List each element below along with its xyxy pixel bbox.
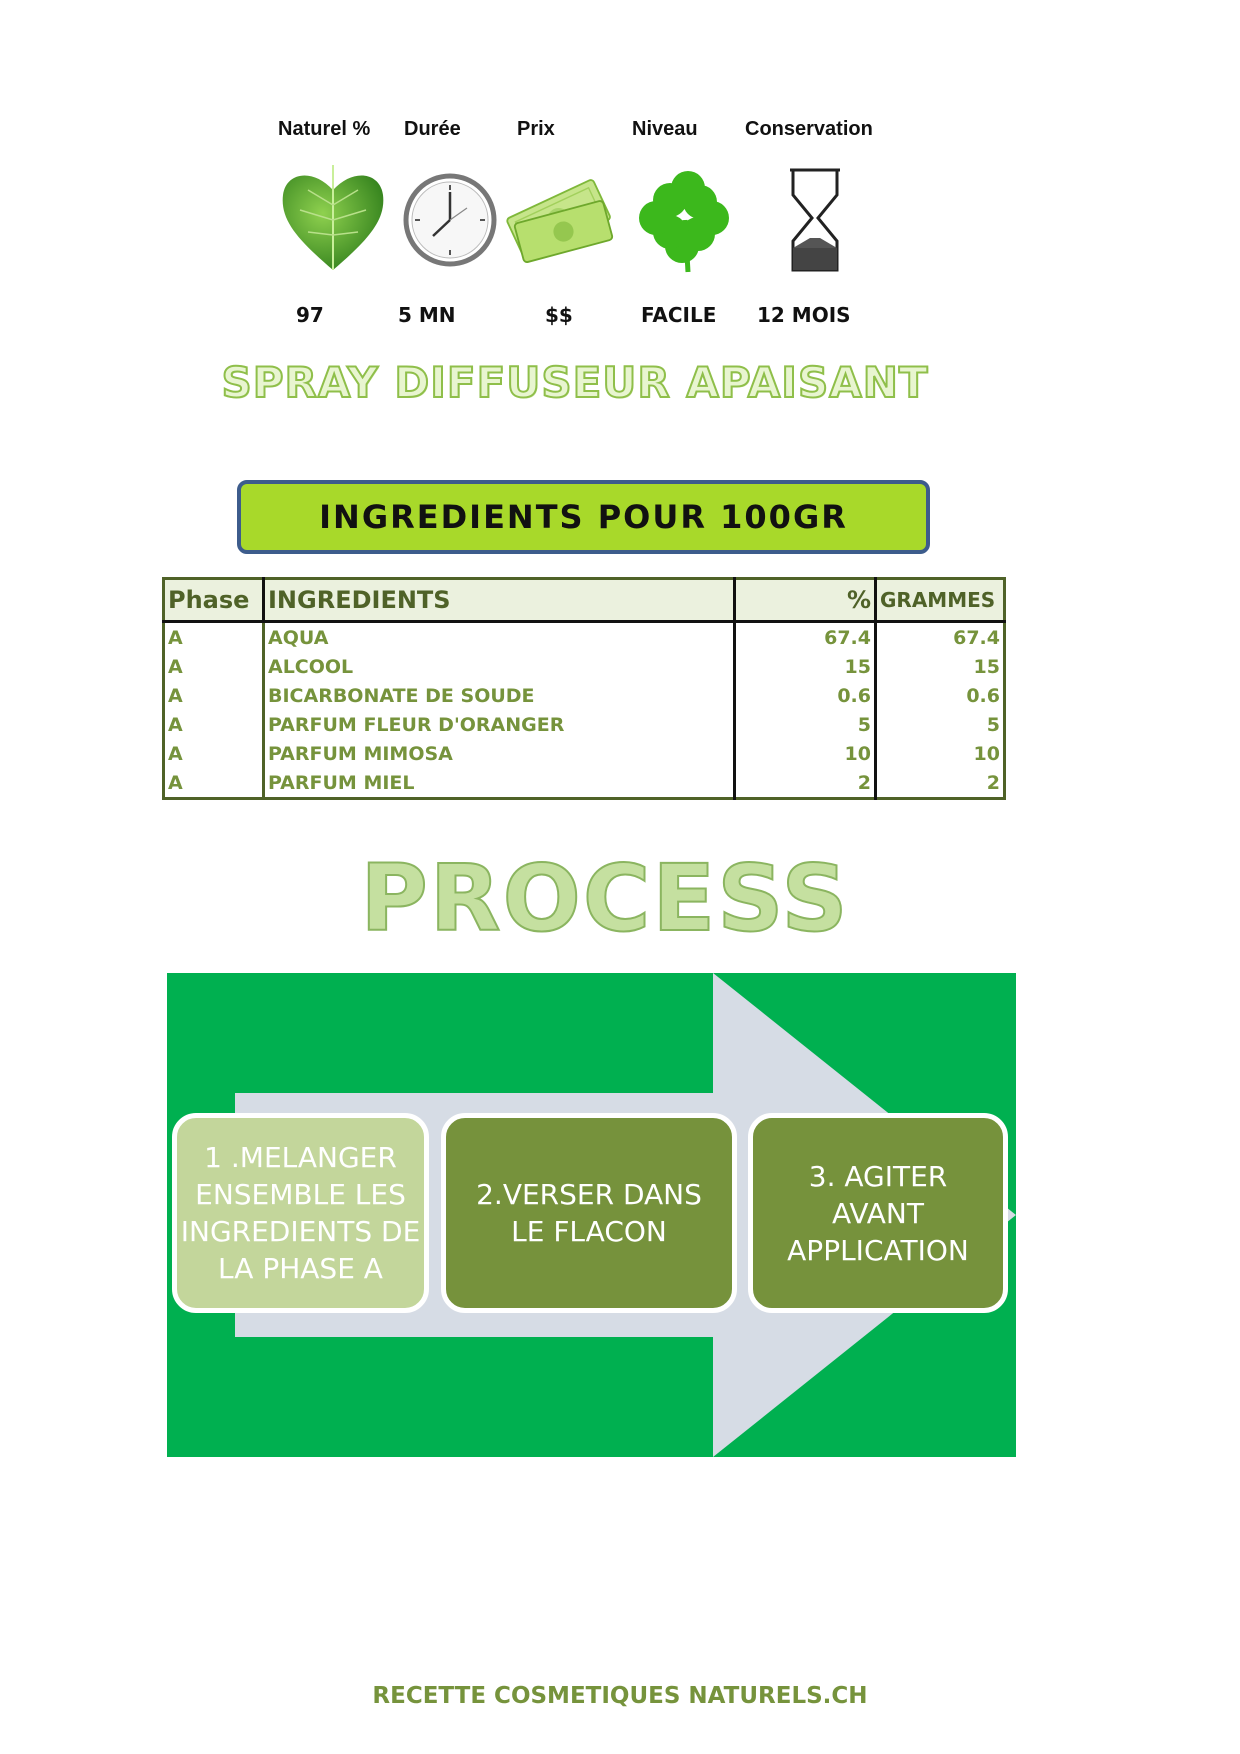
cell-phase: A xyxy=(164,681,264,710)
metric-value-conservation: 12 MOIS xyxy=(757,303,851,327)
table-row xyxy=(164,739,1005,768)
cell-ingredient: ALCOOL xyxy=(264,652,735,681)
cell-grammes: 10 xyxy=(973,742,1000,765)
hourglass-icon xyxy=(760,160,870,275)
metric-label-conservation: Conservation xyxy=(745,118,873,140)
metric-value-duree: 5 MN xyxy=(398,303,456,327)
footer-text: RECETTE COSMETIQUES NATURELS.CH xyxy=(372,1683,868,1709)
header-phase: Phase xyxy=(164,579,264,622)
cell-grammes: 0.6 xyxy=(966,684,1000,707)
metric-label-naturel: Naturel % xyxy=(278,118,371,140)
cell-ingredient: PARFUM MIEL xyxy=(264,768,735,799)
cell-percent: 2 xyxy=(735,768,876,799)
header-ingredients: INGREDIENTS xyxy=(264,579,735,622)
cell-grammes: 2 xyxy=(986,771,1000,794)
process-step-3-text: 3. AGITER AVANT APPLICATION xyxy=(787,1159,969,1267)
leaf-heart-icon xyxy=(278,160,388,275)
four-leaf-clover-icon xyxy=(630,160,740,275)
cell-phase: A xyxy=(164,652,264,681)
metric-value-niveau: FACILE xyxy=(641,303,717,327)
table-row xyxy=(164,710,1005,739)
table-row xyxy=(164,768,1005,799)
header-percent: % xyxy=(735,579,876,622)
header-grammes: GRAMMES xyxy=(876,579,1005,622)
cell-grammes: 67.4 xyxy=(953,626,1000,649)
cell-percent: 15 xyxy=(735,652,876,681)
ingredients-banner: INGREDIENTS POUR 100GR xyxy=(237,480,930,554)
metric-label-prix: Prix xyxy=(517,118,555,140)
cell-phase: A xyxy=(164,710,264,739)
cell-phase: A xyxy=(164,768,264,799)
process-step-1 xyxy=(172,1113,429,1313)
cell-percent: 10 xyxy=(735,739,876,768)
process-step-1-text: 1 .MELANGER ENSEMBLE LES INGREDIENTS DE LA PHASE A xyxy=(180,1141,421,1285)
cell-percent: 0.6 xyxy=(735,681,876,710)
money-bills-icon xyxy=(504,160,614,275)
ingredients-table xyxy=(162,577,1006,800)
cell-grammes: 15 xyxy=(973,655,1000,678)
cell-grammes: 5 xyxy=(986,713,1000,736)
cell-ingredient: PARFUM FLEUR D'ORANGER xyxy=(264,710,735,739)
recipe-title: SPRAY DIFFUSEUR APAISANT xyxy=(221,358,929,407)
process-step-3 xyxy=(748,1113,1008,1313)
metric-value-prix: $$ xyxy=(545,303,573,327)
cell-ingredient: AQUA xyxy=(264,622,735,653)
process-step-2-text: 2.VERSER DANS LE FLACON xyxy=(476,1178,702,1248)
metric-value-naturel: 97 xyxy=(296,303,324,327)
cell-percent: 5 xyxy=(735,710,876,739)
cell-ingredient: PARFUM MIMOSA xyxy=(264,739,735,768)
process-step-2 xyxy=(441,1113,737,1313)
metric-label-niveau: Niveau xyxy=(632,118,698,140)
table-row xyxy=(164,652,1005,681)
cell-phase: A xyxy=(164,622,264,653)
table-row xyxy=(164,681,1005,710)
metric-label-duree: Durée xyxy=(404,118,461,140)
table-header-row xyxy=(164,579,1005,622)
cell-phase: A xyxy=(164,739,264,768)
cell-percent: 67.4 xyxy=(735,622,876,653)
clock-icon xyxy=(395,160,505,275)
process-title: PROCESS xyxy=(360,845,850,952)
table-row xyxy=(164,622,1005,653)
cell-ingredient: BICARBONATE DE SOUDE xyxy=(264,681,735,710)
